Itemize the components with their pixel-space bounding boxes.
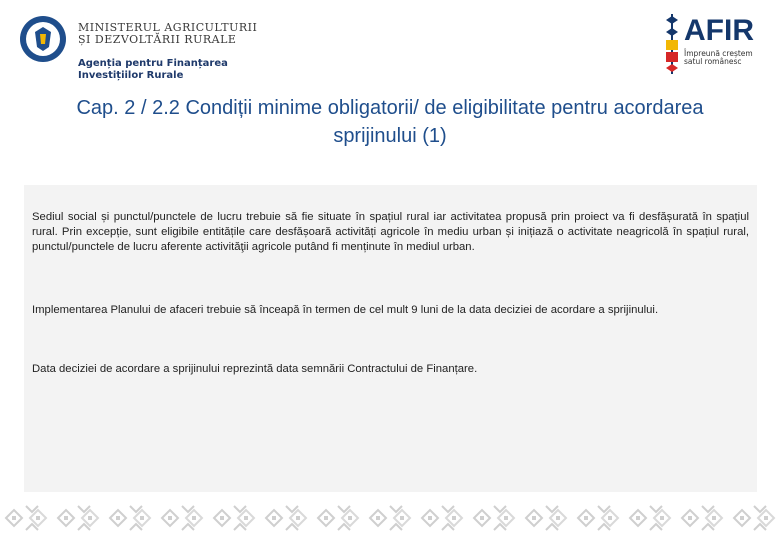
content-panel <box>24 185 757 492</box>
afir-wordmark: AFIR <box>684 14 754 47</box>
agency-line-2: Investițiilor Rurale <box>78 70 184 81</box>
paragraph-decision-date: Data deciziei de acordare a sprijinului reprezintă data semnării Contractului de Finanțare. <box>32 363 478 375</box>
wheat-icon <box>662 10 682 76</box>
page-title: Cap. 2 / 2.2 Condiții minime obligatorii/ de eligibilitate pentru acordarea sprijinului (1) <box>76 97 704 147</box>
afir-tagline <box>684 50 753 66</box>
header <box>0 0 780 90</box>
decorative-border-pattern <box>0 498 780 538</box>
ministry-name <box>78 22 257 46</box>
paragraph-implementation: Implementarea Planului de afaceri trebuie să înceapă în termen de cel mult 9 luni de la data deciziei de acordare a sprijinului. <box>32 304 659 316</box>
ministry-emblem-icon <box>18 14 68 64</box>
agency-line-1: Agenția pentru Finanțarea <box>78 58 228 69</box>
agency-name <box>78 58 228 82</box>
ministry-line-2: ȘI DEZVOLTĂRII RURALE <box>78 33 237 46</box>
afir-logo <box>660 10 770 76</box>
ministry-line-1: MINISTERUL AGRICULTURII <box>78 21 258 34</box>
afir-tagline-line-2: satul românesc <box>684 57 742 66</box>
paragraph-location: Sediul social și punctul/punctele de lucru trebuie să fie situate în spațiul rural iar activitatea propusă prin proiect va fi desfășurată în spațiul rural. Prin excepție, sunt eligibile entitățile care desfășoară activități agricole în mediu urban și inițiază o activitate neagricolă în spațiul rural, punctul/punctele de lucru aferente activităţii agricole putând fi menținute în mediul urban. <box>32 211 749 253</box>
afir-tagline-line-1: Împreună creștem <box>684 49 753 58</box>
